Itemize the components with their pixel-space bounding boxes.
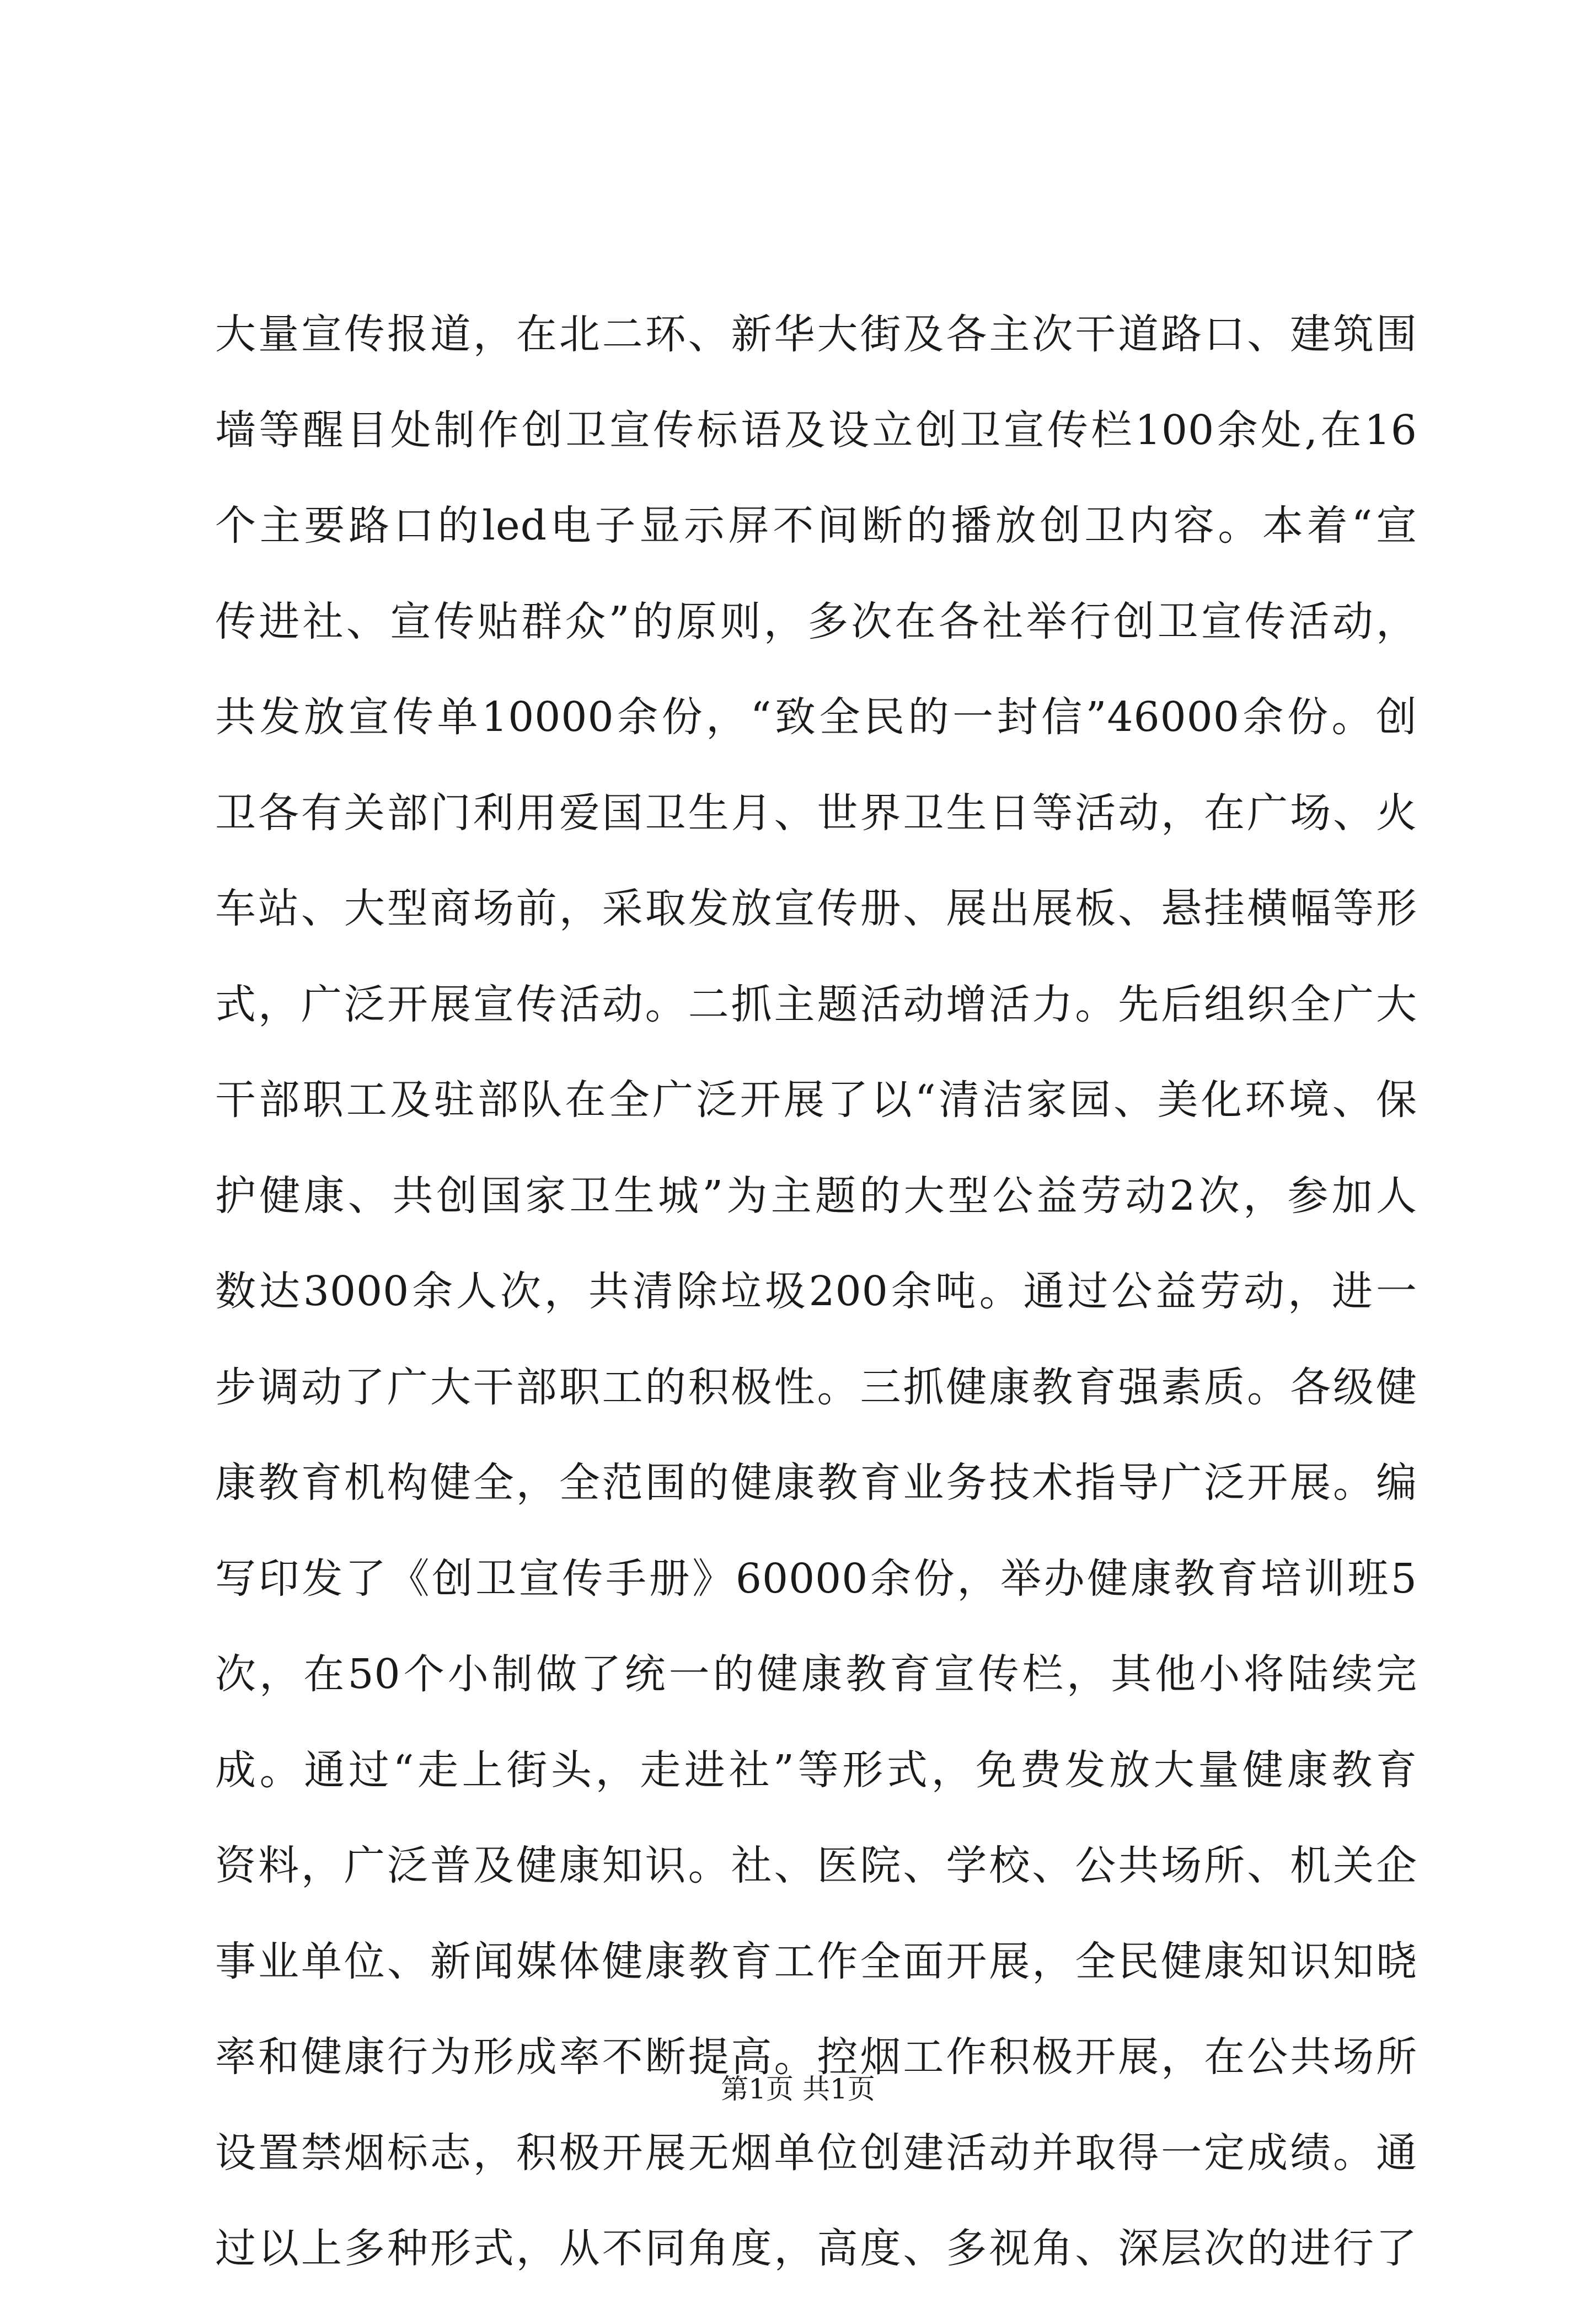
- text-line: 共发放宣传单10000余份，“致全民的一封信”46000余份。创: [215, 693, 1417, 741]
- text-line: 事业单位、新闻媒体健康教育工作全面开展，全民健康知识知晓: [215, 1937, 1417, 1985]
- text-line: 康教育机构健全，全范围的健康教育业务技术指导广泛开展。编: [215, 1459, 1417, 1507]
- body-text: [215, 287, 1417, 2297]
- text-line: 过以上多种形式，从不同角度，高度、多视角、深层次的进行了: [215, 2225, 1417, 2272]
- text-line: 干部职工及驻部队在全广泛开展了以“清洁家园、美化环境、保: [215, 1076, 1417, 1124]
- text-line: 式，广泛开展宣传活动。二抓主题活动增活力。先后组织全广大: [215, 980, 1417, 1028]
- text-line: 步调动了广大干部职工的积极性。三抓健康教育强素质。各级健: [215, 1363, 1417, 1411]
- text-line: 护健康、共创国家卫生城”为主题的大型公益劳动2次，参加人: [215, 1172, 1417, 1220]
- text-line: 墙等醒目处制作创卫宣传标语及设立创卫宣传栏100余处,在16: [215, 406, 1417, 454]
- text-line: 车站、大型商场前，采取发放宣传册、展出展板、悬挂横幅等形: [215, 885, 1417, 932]
- page-footer: 第1页 共1页: [721, 2073, 875, 2105]
- text-line: 卫各有关部门利用爱国卫生月、世界卫生日等活动，在广场、火: [215, 789, 1417, 837]
- text-line: 传进社、宣传贴群众”的原则，多次在各社举行创卫宣传活动，: [215, 597, 1417, 645]
- text-line: 大量宣传报道，在北二环、新华大街及各主次干道路口、建筑围: [215, 311, 1417, 358]
- text-line: 数达3000余人次，共清除垃圾200余吨。通过公益劳动，进一: [215, 1268, 1417, 1315]
- text-line: 资料，广泛普及健康知识。社、医院、学校、公共场所、机关企: [215, 1842, 1417, 1889]
- text-line: 设置禁烟标志，积极开展无烟单位创建活动并取得一定成绩。通: [215, 2129, 1417, 2177]
- text-line: 写印发了《创卫宣传手册》60000余份，举办健康教育培训班5: [215, 1555, 1417, 1602]
- text-line: 率和健康行为形成率不断提高。控烟工作积极开展，在公共场所: [215, 2033, 1417, 2081]
- text-line: 个主要路口的led电子显示屏不间断的播放创卫内容。本着“宣: [215, 502, 1417, 549]
- text-line: 次，在50个小制做了统一的健康教育宣传栏，其他小将陆续完: [215, 1650, 1417, 1698]
- text-line: 成。通过“走上街头，走进社”等形式，免费发放大量健康教育: [215, 1746, 1417, 1794]
